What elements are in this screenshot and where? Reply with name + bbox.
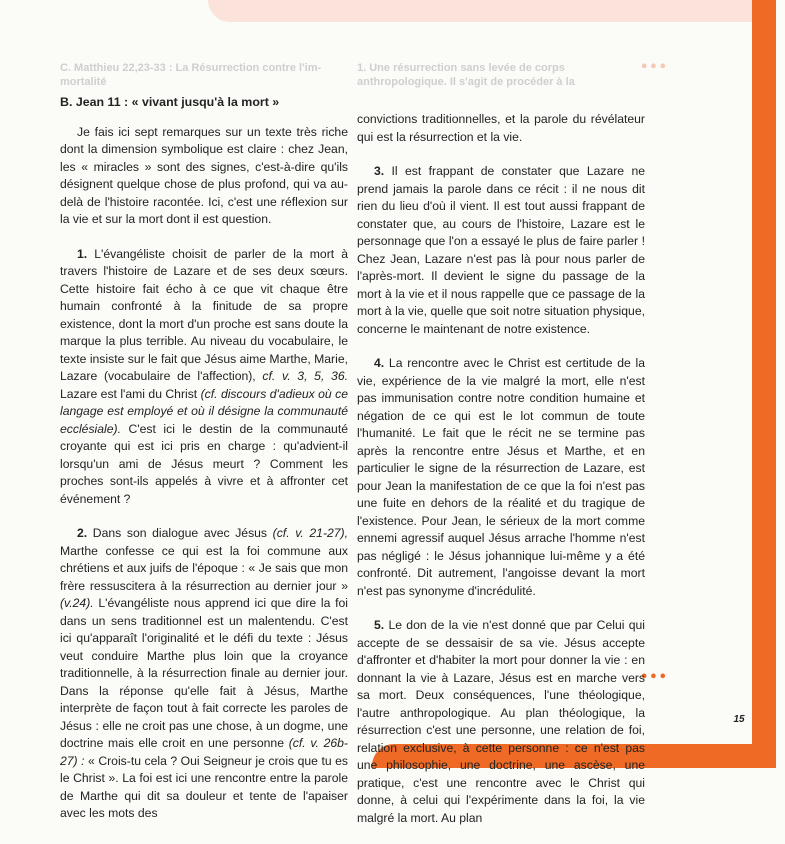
show-through-text-right-2: anthropologique. Il s'agit de procéder à la — [357, 76, 575, 88]
paragraph-1-text-b: Lazare est l'ami du Christ — [60, 386, 198, 401]
show-through-text-left: C. Matthieu 22,23-33 : La Résurrection contre l'im- — [60, 62, 322, 74]
paragraph-4-text: La rencontre avec le Christ est certitude de la vie, expérience de la vie malgré la mort, elle n'est pas immunisation contre notre condition humaine et négation de ce qui est le lot commun de toute l'humanité. Le fait que le récit ne se termine pas après la rencontre entre Jésus et Marthe, et en particulier le signe de la résurrection de Lazare, est pour Jean la manifestation de ce que la foi n'est pas une fuite en dehors de la réalité et du tragique de l'existence. Pour Jean, le sérieux de la mort comme ennemi agressif auquel Jésus arrache l'homme n'est pas négligé : le Jésus johannique lui-même y a été confronté. Dit autrement, l'angoisse devant la mort n'est pas synonyme d'incrédulité. — [357, 356, 646, 598]
paragraph-2 — [60, 525, 348, 823]
paragraph-2-text-a: Dans son dialogue avec Jésus — [92, 526, 268, 540]
intro-text: Je fais ici sept remarques sur un texte très riche dont la dimension symbolique est claire : chez Jean, les « miracles » sont des signes, c'est-à-dire qu'ils désignent quelque chose de plus profond, qui va au-delà de l'histoire racontée. Ici, c'est une réflexion sur la vie et sur la mort dont il est question. — [60, 124, 348, 226]
right-column — [357, 111, 645, 844]
paragraph-4 — [357, 355, 645, 600]
paragraph-1-reference: cf. v. 3, 5, 36. — [262, 369, 348, 383]
paragraph-1-number: 1. — [77, 246, 88, 261]
dots-decoration-top: ••• — [640, 60, 668, 75]
intro-paragraph — [60, 124, 348, 229]
paragraph-2-number: 2. — [77, 526, 88, 540]
dots-decoration-bottom: ••• — [640, 670, 668, 685]
continuation-text: convictions traditionnelles, et la parole du révélateur qui est la résurrection et la vie. — [357, 112, 645, 144]
paragraph-2-reference-c: (cf. v. 26b-27) : — [60, 736, 348, 768]
paragraph-5-number: 5. — [374, 618, 385, 632]
left-column — [60, 94, 348, 840]
paragraph-3-text: Il est frappant de constater que Lazare ne prend jamais la parole dans ce récit : il ne nous dit rien du lieu d'où il vient. Il est tout aussi frappant de constater que, au cours de l'histoire, Lazare est le personnage que l'on a essayé le plus de faire parler ! Chez Jean, Lazare n'est pas là pour nous parler de l'après-mort. Il devient le signe du passage de la mort à la vie et il nous rappelle que ce passage de la mort à la vie, quelle que soit notre situation physique, concerne le maintenant de notre existence. — [357, 164, 646, 336]
paragraph-3 — [357, 163, 645, 338]
header-tab-decoration — [208, 0, 752, 22]
page-number: 15 — [733, 714, 745, 725]
paragraph-1 — [60, 246, 348, 509]
paragraph-5 — [357, 617, 645, 827]
paragraph-3-number: 3. — [374, 164, 385, 178]
paragraph-2-text-b: Marthe confesse ce qui est la foi commune aux chrétiens et aux juifs de l'époque : « Je sais que mon frère ressuscitera à la résurrection au dernier jour » — [60, 543, 348, 593]
paragraph-1-note: (cf. discours d'adieux où ce langage est employé et où il désigne la communauté ecclésiale). — [60, 386, 348, 436]
section-title: B. Jean 11 : « vivant jusqu'à la mort » — [60, 95, 280, 109]
continuation-paragraph — [357, 111, 645, 146]
paragraph-2-text-d: « Crois-tu cela ? Oui Seigneur je crois que tu es le Christ ». La foi est ici une rencontre entre la parole de Marthe qui dit sa douleur et tente de l'apaiser avec les mots des — [60, 753, 349, 820]
show-through-text-right: 1. Une résurrection sans levée de corps — [357, 62, 565, 74]
paragraph-1-text-a: L'évangéliste choisit de parler de la mort à travers l'histoire de Lazare et de ses deux sœurs. Cette histoire fait écho à ce que vit chaque être humain confronté à la finitude de sa propre existence, dont la mort d'un proche est sans doute la marque la plus terrible. Au niveau du vocabulaire, le texte insiste sur le fait que Jésus aime Marthe, Marie, Lazare (vocabulaire de l'affection), — [60, 246, 348, 383]
paragraph-1-text-c: C'est ici le destin de la communauté croyante qui est ici pris en charge : qu'advient-il lorsqu'un ami de Jésus meurt ? Comment les proches sont-ils appelés à vivre et à affronter cet événement ? — [60, 421, 349, 506]
paragraph-4-number: 4. — [374, 356, 385, 370]
show-through-text-left-2: mortalité — [60, 76, 107, 88]
paragraph-2-reference-b: (v.24). — [60, 596, 94, 610]
right-edge-bar — [752, 0, 776, 768]
paragraph-2-reference-a: (cf. v. 21-27), — [272, 526, 349, 540]
paragraph-5-text: Le don de la vie n'est donné que par Celui qui accepte de se dessaisir de sa vie. Jésus accepte d'affronter et d'habiter la mort pour donner la vie : en donnant la vie à Lazare, Jésus est en marche vers sa mort. Deux conséquences, l'une théologique, l'autre anthropologique. Au plan théologique, la résurrection c'est une personne, une relation de foi, relation exclusive, à cette personne : ce n'est pas une philosophie, une doctrine, une ascèse, une pratique, c'est une rencontre avec le Christ qui donne, à celui qui l'expérimente dans la foi, la vie malgré la mort. Au plan — [357, 618, 645, 825]
paragraph-2-text-c: L'évangéliste nous apprend ici que dire la foi dans un sens traditionnel est un malentendu. C'est ici qu'apparaît l'originalité et le défi du texte : Jésus veut conduire Marthe plus loin que la croyance traditionnelle, à la résurrection finale au dernier jour. Dans la réponse qu'elle fait à Jésus, Marthe interprète de façon tout à fait correcte les paroles de Jésus : elle ne croit pas une chose, à un dogme, une doctrine mais elle croit en une personne — [60, 596, 348, 750]
